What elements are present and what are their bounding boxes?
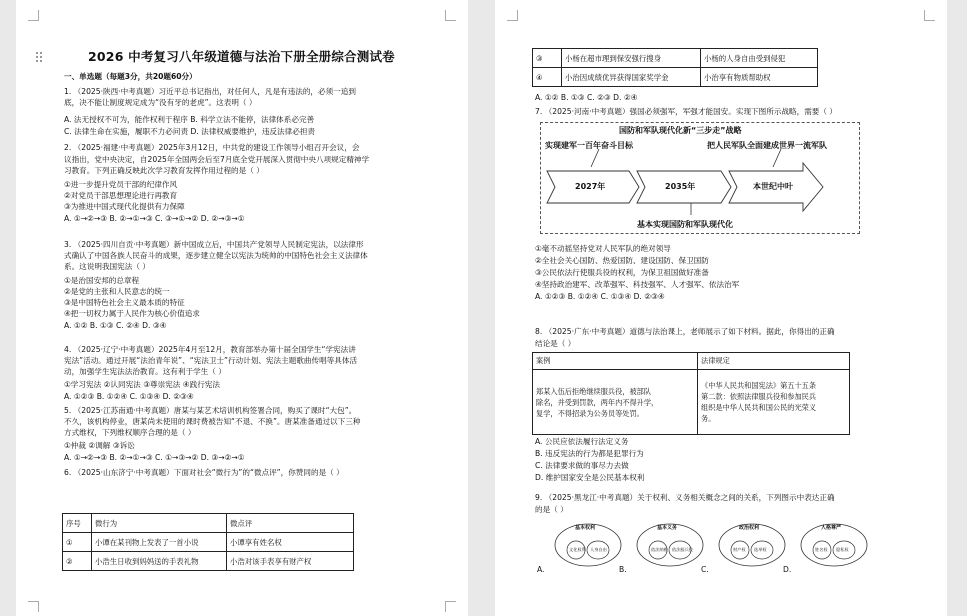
question-line: 习教育。下列正确反映此次学习教育发挥作用过程的是（ ） xyxy=(64,166,264,175)
arrow-label: 2035年 xyxy=(665,182,696,191)
question-line: ②是党的主张和人民意志的统一 xyxy=(64,287,170,296)
table-cell: 小治享有物质帮助权 xyxy=(701,68,818,87)
question-line: A. ①②③ B. ①②④ C. ①③④ D. ②③④ xyxy=(64,392,194,401)
question-line: ①是治国安邦的总章程 xyxy=(64,276,140,285)
venn-inner-label: 依法服兵役 xyxy=(672,547,693,552)
diagram-title: 国防和军队现代化新“三步走”战略 xyxy=(619,126,742,135)
page-corner-mark xyxy=(28,601,39,612)
venn-option-letter: C. xyxy=(701,565,709,574)
question-line: ③是中国特色社会主义最本质的特征 xyxy=(64,298,185,307)
law-line: 组织是中华人民共和国公民的光荣义 xyxy=(701,403,817,412)
case-line: 复学，不得招录为公务员等处罚。 xyxy=(536,408,644,418)
table-cell: 小浩生日收到妈妈送的手表礼物 xyxy=(92,552,227,571)
page-corner-mark xyxy=(28,10,39,21)
diagram-label: 实现建军一百年奋斗目标 xyxy=(545,141,633,150)
page-title: 2026 中考复习八年级道德与法治下册全册综合测试卷 xyxy=(88,49,395,64)
option-line: A. ①②③ B. ①②④ C. ①③④ D. ②③④ xyxy=(535,292,665,301)
connector-line xyxy=(773,149,781,167)
question-line: ②对党员干部思想理论进行再教育 xyxy=(64,191,178,200)
venn-outer-label: 基本权利 xyxy=(575,525,596,531)
diagram-label: 把人民军队全面建成世界一流军队 xyxy=(707,141,827,150)
option-line: ③公民依法行使服兵役的权利，为保卫祖国做好准备 xyxy=(535,268,709,277)
question-line: 5. （2025·江苏南通·中考真题）唐某与某艺术培训机构签署合同，购买了课时“大包”。 xyxy=(64,406,357,415)
option-line: ①毫不动摇坚持党对人民军队的绝对领导 xyxy=(535,244,671,253)
venn-inner-label: 选举权 xyxy=(754,547,767,552)
table-cell: ④ xyxy=(533,68,562,87)
venn-inner-label: 隐私权 xyxy=(836,547,849,552)
table-cell: 小浩对该手表享有财产权 xyxy=(227,552,354,571)
table-cell: ① xyxy=(63,533,92,552)
question-line: 式确认了中国各族人民奋斗的成果，逐步建立健全以宪法为统帅的中国特色社会主义法律体 xyxy=(64,251,368,260)
diagram-arrows-svg xyxy=(541,123,859,233)
question-line: 方式维权，下列维权顺序合理的是（ ） xyxy=(64,428,196,437)
question-line: 2. （2025·福建·中考真题）2025年3月12日，中共党的建设工作领导小组召开会议，会 xyxy=(64,143,360,152)
table-row xyxy=(63,533,354,552)
question-line: ①学习宪法 ②认同宪法 ③尊崇宪法 ④践行宪法 xyxy=(64,380,220,389)
page-corner-mark xyxy=(924,10,935,21)
document-page-left xyxy=(16,0,468,616)
page-corner-mark xyxy=(445,10,456,21)
venn-figure xyxy=(783,522,869,574)
page-corner-mark xyxy=(445,601,456,612)
question-line: 4. （2025·辽宁·中考真题）2025年4月至12月，教育部举办第十届全国学生“学宪法讲 xyxy=(64,345,356,354)
table-row xyxy=(533,68,818,87)
question-line: C. 法律生命在实施，履职不力必问责 D. 法律权威要维护，违反法律必担责 xyxy=(64,127,316,136)
question-line: 9. （2025·黑龙江·中考真题）关于权利、义务相关概念之间的关系，下列图示中表达正确 xyxy=(535,493,835,502)
table-header-row xyxy=(533,353,850,370)
question-line: A. 法无授权不可为，能作权利于程序 B. 科学立法不能停，法律体系必完善 xyxy=(64,115,315,124)
table-header-cell: 微行为 xyxy=(92,514,227,533)
page-corner-mark xyxy=(507,10,518,21)
question-6-table-continued xyxy=(532,48,818,87)
law-cell xyxy=(698,370,850,435)
option-line: B. 违反宪法的行为都是犯罪行为 xyxy=(535,449,644,458)
venn-figure xyxy=(701,522,787,574)
venn-inner-label: 人身自由 xyxy=(590,547,607,552)
question-line: 动，加强学生宪法法治教育。这有利于学生（ ） xyxy=(64,367,226,376)
option-line: A. 公民应依法履行法定义务 xyxy=(535,437,629,446)
strategy-diagram xyxy=(540,122,860,234)
law-line: 务。 xyxy=(701,414,716,423)
table-header-cell: 法律规定 xyxy=(698,353,850,370)
connector-line xyxy=(591,149,599,167)
question-line: 1. （2025·陕西·中考真题）习近平总书记指出，对任何人，凡是有违法的，必须一追到 xyxy=(64,87,356,96)
table-move-handle[interactable] xyxy=(36,52,44,64)
question-line: 结论是（ ） xyxy=(535,339,576,348)
table-header-row xyxy=(63,514,354,533)
table-cell: 小谭享有姓名权 xyxy=(227,533,354,552)
table-header-cell: 案例 xyxy=(533,353,698,370)
section-heading: 一、单选题（每题3分，共20题60分） xyxy=(64,72,197,81)
option-line: C. 法律要求做的事尽力去做 xyxy=(535,461,629,470)
venn-inner-label: 文化权利 xyxy=(569,547,586,552)
question-line: ①进一步提升党员干部的纪律作风 xyxy=(64,180,178,189)
question-7-stem: 7. （2025·河南·中考真题）强国必须强军，军强才能国安。实现下图所示战略，需要（ ） xyxy=(535,107,838,116)
option-line: ②全社会关心国防、热爱国防、建设国防、保卫国防 xyxy=(535,256,709,265)
venn-option-letter: A. xyxy=(537,565,545,574)
table-cell: 小杨在超市理到保安强行搜身 xyxy=(562,49,701,68)
venn-outer-label: 基本义务 xyxy=(657,525,678,531)
arrow-label: 本世纪中叶 xyxy=(753,182,793,191)
venn-figure xyxy=(619,522,705,574)
option-line: ④坚持政治建军、改革强军、科技强军、人才强军、依法治军 xyxy=(535,280,740,289)
question-6-options: A. ①② B. ①③ C. ②③ D. ②④ xyxy=(535,93,638,102)
venn-option-letter: D. xyxy=(783,565,792,574)
question-line: 3. （2025·四川自贡·中考真题）新中国成立后，中国共产党领导人民制定宪法，以法律形 xyxy=(64,240,364,249)
table-cell: 小杨的人身自由受到侵犯 xyxy=(701,49,818,68)
venn-figure xyxy=(537,522,623,574)
table-cell: 小谭在某刊物上发表了一首小说 xyxy=(92,533,227,552)
question-line: 系。这说明我国宪法（ ） xyxy=(64,262,150,271)
diagram-label: 基本实现国防和军队现代化 xyxy=(637,220,733,229)
table-cell: 小治因成绩优异获得国家奖学金 xyxy=(562,68,701,87)
question-line: ①仲裁 ②调解 ③诉讼 xyxy=(64,441,135,450)
law-line: 第二款：依照法律服兵役和参加民兵 xyxy=(701,392,817,401)
case-line: 郑某入伍后拒绝继续服兵役，被部队 xyxy=(536,386,652,396)
question-line: ④把一切权力属于人民作为核心价值追求 xyxy=(64,309,200,318)
table-header-cell: 序号 xyxy=(63,514,92,533)
document-page-right xyxy=(495,0,947,616)
venn-outer-label: 人格尊严 xyxy=(821,525,842,531)
question-line: 8. （2025·广东·中考真题）道德与法治课上，老师展示了如下材料。据此，你得出的正确 xyxy=(535,327,835,336)
question-line: 不久，该机构停业，唐某尚未使用的课时费被告知“不退、不换”。唐某准备通过以下三种 xyxy=(64,417,361,426)
table-row xyxy=(63,552,354,571)
table-header-cell: 微点评 xyxy=(227,514,354,533)
question-line: A. ①→②→③ B. ②→①→③ C. ①→③→② D. ③→②→① xyxy=(64,453,245,462)
option-line: D. 维护国家安全是公民基本权利 xyxy=(535,473,645,482)
question-line: 6. （2025·山东济宁·中考真题）下面对社会“微行为”的“微点评”，你赞同的是（ ） xyxy=(64,468,344,477)
question-line: 底，决不能让制度规定成为“没有牙的老虎”。这表明（ ） xyxy=(64,98,257,107)
question-8-table xyxy=(532,352,850,435)
arrow-label: 2027年 xyxy=(575,182,606,191)
question-line: A. ①② B. ①③ C. ②④ D. ③④ xyxy=(64,321,167,330)
question-6-table xyxy=(62,513,354,571)
table-row xyxy=(533,49,818,68)
venn-option-letter: B. xyxy=(619,565,627,574)
law-line: 《中华人民共和国宪法》第五十五条 xyxy=(701,381,817,390)
case-line: 除名，并受到罚款，两年内不得升学， xyxy=(536,397,659,407)
question-line: 宪法”活动。通过开展“法治青年说”、“宪法卫士”行动计划、宪法主题歌曲传唱等具体活 xyxy=(64,356,358,365)
question-line: ③为推进中国式现代化提供有力保障 xyxy=(64,202,185,211)
table-row xyxy=(533,370,850,435)
venn-inner-label: 财产权 xyxy=(733,547,746,552)
table-cell: ③ xyxy=(533,49,562,68)
question-line: 议指出，党中央决定，自2025年全国两会后至7月底全党开展深入贯彻中央八项规定精神学 xyxy=(64,155,370,164)
venn-outer-label: 政治权利 xyxy=(739,525,760,531)
question-line: 的是（ ） xyxy=(535,505,568,514)
venn-inner-label: 依法纳税 xyxy=(651,547,668,552)
case-cell xyxy=(533,370,698,435)
table-cell: ② xyxy=(63,552,92,571)
venn-inner-label: 姓名权 xyxy=(815,547,828,552)
question-line: A. ①→②→③ B. ②→①→③ C. ③→①→② D. ②→③→① xyxy=(64,214,245,223)
